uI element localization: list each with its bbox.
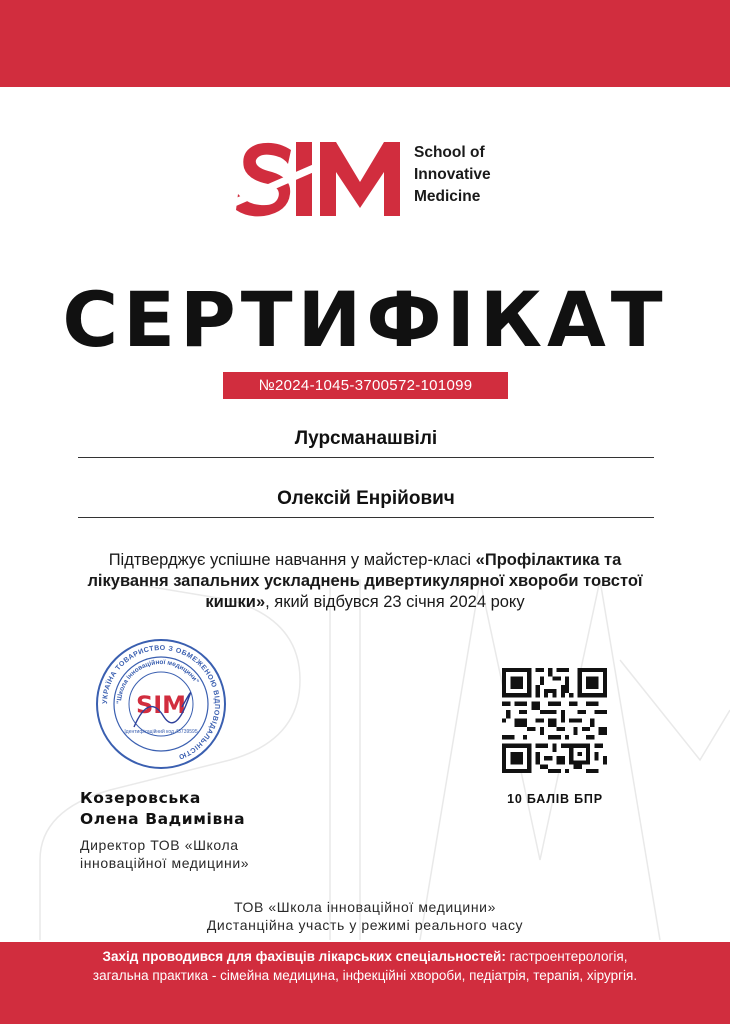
top-band [0,0,730,87]
recipient-given-names: Олексій Енрійович [78,488,654,518]
signatory-title-line-2: інноваційної медицини» [80,855,250,871]
footer-bold-text: Захід проводився для фахівців лікарських спеціальностей: [102,949,506,964]
cme-points: 10 БАЛІВ БПР [507,792,603,806]
stamp-mark: SIM [135,691,187,719]
signatory-title [80,836,320,872]
stamp-code: Ідентифікаційний код 43739595 [124,729,198,735]
course-title: «Профілактика та лікування запальних ускладнень дивертикулярної хвороби товстої кишки» [87,551,643,611]
logo-text [414,142,491,208]
logo-line-3: Medicine [414,188,481,205]
footer-specialties-1: гастроентерологія, [505,949,628,964]
school-logo [236,138,496,218]
organization-name: ТОВ «Школа інноваційної медицини» [233,899,496,915]
footer-specialties-2: загальна практика - сімейна медицина, інфекційні хвороби, педіатрія, терапія, хірургія. [92,968,638,983]
logo-line-1: School of [414,144,485,161]
footer-line-1 [0,947,730,966]
stamp-outer-text: УКРАЇНА ТОВАРИСТВО З ОБМЕЖЕНОЮ ВІДПОВІДАЛЬНІСТЮ [101,644,221,761]
signatory-surname: Козеровська [80,789,201,807]
confirmation-suffix: , який відбувся 23 січня 2024 року [265,593,525,611]
recipient-surname: Лурсманашвілі [78,428,654,458]
footer-band [0,942,730,1024]
official-stamp [94,637,228,771]
certificate-title: СЕРТИФІКАТ [62,275,668,364]
certificate-number: №2024-1045-3700572-101099 [223,372,508,399]
confirmation-prefix: Підтверджує успішне навчання у майстер-класі [108,551,476,569]
stamp-inner-text: "Школа інноваційної медицини" [115,658,200,705]
signatory-name [80,788,245,830]
confirmation-text [70,550,660,613]
signatory-title-line-1: Директор ТОВ «Школа [80,837,239,853]
sim-logo-icon [236,138,406,218]
organization-info [0,898,730,934]
signatory-given-names: Олена Вадимівна [80,810,246,828]
logo-line-2: Innovative [414,166,491,183]
qr-code-icon [502,668,607,773]
participation-mode: Дистанційна участь у режимі реального часу [206,917,524,933]
